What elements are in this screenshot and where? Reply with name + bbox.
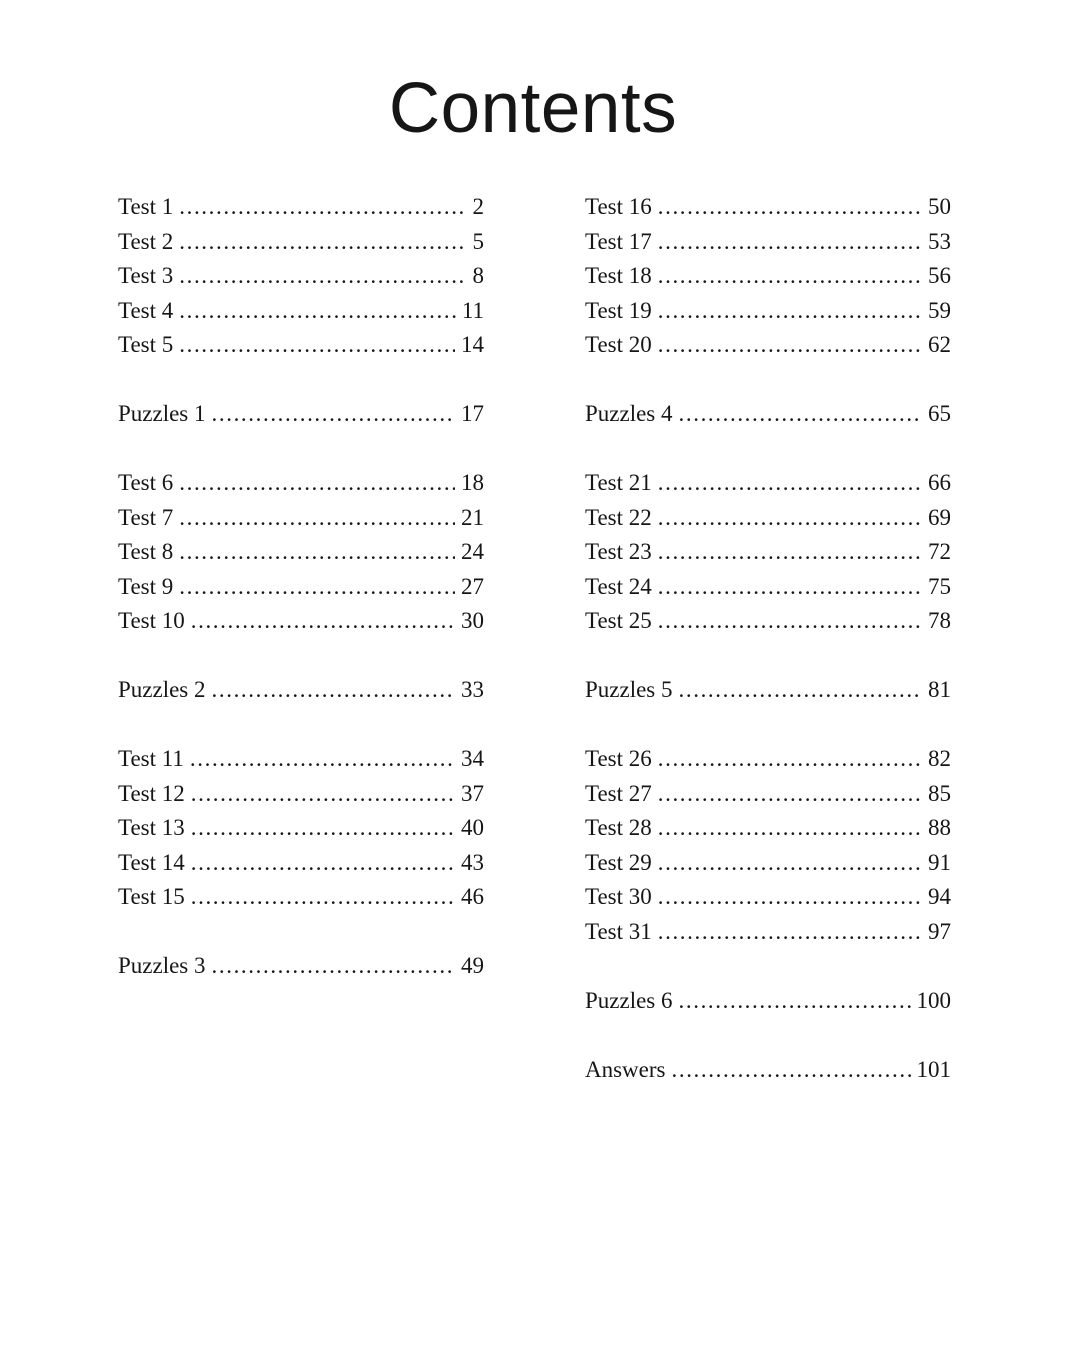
toc-entry-page-number: 43 <box>461 849 484 875</box>
toc-entry <box>585 535 951 570</box>
toc-entry-label: Test 7 <box>118 504 174 530</box>
toc-entry-label: Test 2 <box>118 228 174 254</box>
toc-entry <box>585 811 951 846</box>
dot-leader <box>658 225 922 260</box>
dot-leader <box>658 570 922 605</box>
toc-entry <box>118 190 484 225</box>
toc-entry-page-number: 21 <box>461 504 484 530</box>
toc-group <box>585 466 951 639</box>
toc-entry <box>585 294 951 329</box>
toc-entry-label: Test 30 <box>585 884 652 909</box>
dot-leader <box>658 259 922 294</box>
dot-leader <box>658 190 922 225</box>
dot-leader <box>679 397 922 432</box>
toc-entry-label: Test 6 <box>118 470 174 495</box>
toc-entry <box>118 397 484 432</box>
toc-entry-page-number: 33 <box>461 677 484 702</box>
toc-group <box>118 190 484 363</box>
dot-leader <box>658 328 922 363</box>
dot-leader <box>658 846 922 881</box>
toc-entry-page-number: 46 <box>461 884 484 909</box>
toc-entry <box>118 225 484 260</box>
toc-entry-page-number: 81 <box>928 677 951 702</box>
toc-entry-page-number: 91 <box>928 849 951 875</box>
toc-entry-label: Test 20 <box>585 332 652 357</box>
toc-entry-page-number: 17 <box>461 401 484 426</box>
toc-entry <box>118 777 484 812</box>
toc-entry <box>585 259 951 294</box>
dot-leader <box>179 294 456 329</box>
toc-entry-page-number: 34 <box>461 746 484 771</box>
dot-leader <box>191 604 455 639</box>
toc-group <box>118 742 484 915</box>
toc-entry <box>585 742 951 777</box>
dot-leader <box>658 777 922 812</box>
toc-entry-label: Test 23 <box>585 539 652 564</box>
toc-group <box>118 466 484 639</box>
toc-entry <box>118 535 484 570</box>
toc-entry-page-number: 85 <box>928 780 951 806</box>
toc-entry-label: Test 24 <box>585 573 652 599</box>
toc-column-left <box>118 190 484 1087</box>
table-of-contents <box>0 190 1066 1087</box>
toc-entry-page-number: 18 <box>461 470 484 495</box>
dot-leader <box>679 673 922 708</box>
toc-entry-page-number: 5 <box>472 228 484 254</box>
toc-entry-label: Test 12 <box>118 780 185 806</box>
toc-entry <box>118 501 484 536</box>
toc-entry-page-number: 11 <box>461 297 484 323</box>
dot-leader <box>179 570 455 605</box>
toc-entry-label: Test 25 <box>585 608 652 633</box>
toc-entry-page-number: 75 <box>928 573 951 599</box>
toc-entry-label: Puzzles 4 <box>585 401 673 426</box>
toc-entry-page-number: 8 <box>472 263 484 288</box>
toc-entry <box>585 397 951 432</box>
dot-leader <box>212 397 455 432</box>
toc-entry-label: Test 11 <box>118 746 184 771</box>
toc-entry-label: Test 28 <box>585 815 652 840</box>
dot-leader <box>179 328 455 363</box>
toc-entry-label: Test 10 <box>118 608 185 633</box>
toc-entry <box>585 673 951 708</box>
toc-entry <box>118 742 484 777</box>
toc-entry-label: Test 15 <box>118 884 185 909</box>
dot-leader <box>191 880 455 915</box>
toc-entry <box>585 225 951 260</box>
toc-entry <box>118 846 484 881</box>
toc-entry-label: Test 21 <box>585 470 652 495</box>
dot-leader <box>179 259 466 294</box>
toc-entry-page-number: 78 <box>928 608 951 633</box>
toc-entry <box>585 777 951 812</box>
toc-entry-page-number: 24 <box>461 539 484 564</box>
toc-group <box>585 984 951 1019</box>
toc-entry-label: Puzzles 5 <box>585 677 673 702</box>
toc-entry <box>118 259 484 294</box>
dot-leader <box>658 880 922 915</box>
toc-entry <box>585 570 951 605</box>
dot-leader <box>191 811 455 846</box>
toc-entry-label: Test 4 <box>118 297 174 323</box>
toc-entry <box>118 328 484 363</box>
toc-entry-page-number: 82 <box>928 746 951 771</box>
dot-leader <box>191 777 455 812</box>
toc-entry-page-number: 30 <box>461 608 484 633</box>
toc-entry-page-number: 2 <box>472 194 484 219</box>
toc-entry <box>585 1053 951 1088</box>
toc-entry <box>118 604 484 639</box>
dot-leader <box>179 466 455 501</box>
toc-entry <box>585 846 951 881</box>
toc-entry-page-number: 101 <box>916 1056 951 1082</box>
toc-entry <box>585 501 951 536</box>
dot-leader <box>679 984 911 1019</box>
toc-entry <box>585 880 951 915</box>
toc-entry <box>585 190 951 225</box>
toc-entry <box>118 811 484 846</box>
toc-entry-label: Test 16 <box>585 194 652 219</box>
toc-entry-label: Test 31 <box>585 918 652 944</box>
page-title: Contents <box>388 69 678 148</box>
toc-entry-page-number: 59 <box>928 297 951 323</box>
dot-leader <box>658 811 922 846</box>
contents-page <box>0 69 1066 1360</box>
dot-leader <box>179 190 466 225</box>
toc-entry <box>585 328 951 363</box>
toc-entry-page-number: 53 <box>928 228 951 254</box>
toc-entry-label: Test 26 <box>585 746 652 771</box>
toc-entry-label: Test 1 <box>118 194 174 219</box>
toc-entry-label: Test 18 <box>585 263 652 288</box>
dot-leader <box>658 294 922 329</box>
dot-leader <box>212 949 455 984</box>
toc-entry-page-number: 62 <box>928 332 951 357</box>
toc-group <box>118 673 484 708</box>
toc-group <box>118 397 484 432</box>
toc-entry-page-number: 49 <box>461 953 484 978</box>
toc-entry-page-number: 66 <box>928 470 951 495</box>
dot-leader <box>658 535 922 570</box>
toc-entry <box>118 880 484 915</box>
toc-entry <box>118 294 484 329</box>
toc-entry-page-number: 50 <box>928 194 951 219</box>
dot-leader <box>658 466 922 501</box>
toc-entry-page-number: 14 <box>461 332 484 357</box>
toc-group <box>118 949 484 984</box>
toc-entry-page-number: 37 <box>461 780 484 806</box>
toc-entry <box>118 466 484 501</box>
toc-entry-page-number: 100 <box>916 987 951 1013</box>
toc-entry-page-number: 56 <box>928 263 951 288</box>
toc-entry-label: Test 19 <box>585 297 652 323</box>
toc-entry-label: Test 3 <box>118 263 174 288</box>
toc-entry-page-number: 65 <box>928 401 951 426</box>
toc-entry <box>585 604 951 639</box>
toc-entry-label: Test 27 <box>585 780 652 806</box>
toc-entry <box>585 984 951 1019</box>
dot-leader <box>658 604 922 639</box>
toc-entry-page-number: 40 <box>461 815 484 840</box>
toc-entry <box>118 949 484 984</box>
dot-leader <box>179 535 455 570</box>
toc-entry-page-number: 72 <box>928 539 951 564</box>
dot-leader <box>658 742 922 777</box>
toc-group <box>585 742 951 949</box>
toc-entry-label: Puzzles 2 <box>118 677 206 702</box>
dot-leader <box>658 915 922 950</box>
dot-leader <box>672 1053 911 1088</box>
dot-leader <box>658 501 922 536</box>
toc-entry <box>585 466 951 501</box>
toc-entry-label: Test 17 <box>585 228 652 254</box>
toc-entry <box>118 570 484 605</box>
dot-leader <box>191 846 455 881</box>
toc-entry-page-number: 97 <box>928 918 951 944</box>
toc-entry-page-number: 27 <box>461 573 484 599</box>
dot-leader <box>190 742 455 777</box>
toc-group <box>585 1053 951 1088</box>
toc-entry-label: Answers <box>585 1056 666 1082</box>
dot-leader <box>212 673 455 708</box>
toc-entry <box>118 673 484 708</box>
dot-leader <box>179 225 466 260</box>
toc-column-right <box>585 190 951 1087</box>
toc-entry-label: Test 22 <box>585 504 652 530</box>
toc-group <box>585 190 951 363</box>
toc-entry-label: Test 5 <box>118 332 174 357</box>
toc-entry-page-number: 88 <box>928 815 951 840</box>
toc-entry-label: Test 29 <box>585 849 652 875</box>
toc-entry-page-number: 69 <box>928 504 951 530</box>
toc-group <box>585 397 951 432</box>
toc-entry-page-number: 94 <box>928 884 951 909</box>
toc-entry <box>585 915 951 950</box>
toc-entry-label: Puzzles 6 <box>585 987 673 1013</box>
toc-entry-label: Test 14 <box>118 849 185 875</box>
toc-entry-label: Test 9 <box>118 573 174 599</box>
toc-entry-label: Test 8 <box>118 539 174 564</box>
toc-group <box>585 673 951 708</box>
dot-leader <box>179 501 455 536</box>
toc-entry-label: Puzzles 1 <box>118 401 206 426</box>
toc-entry-label: Puzzles 3 <box>118 953 206 978</box>
toc-entry-label: Test 13 <box>118 815 185 840</box>
